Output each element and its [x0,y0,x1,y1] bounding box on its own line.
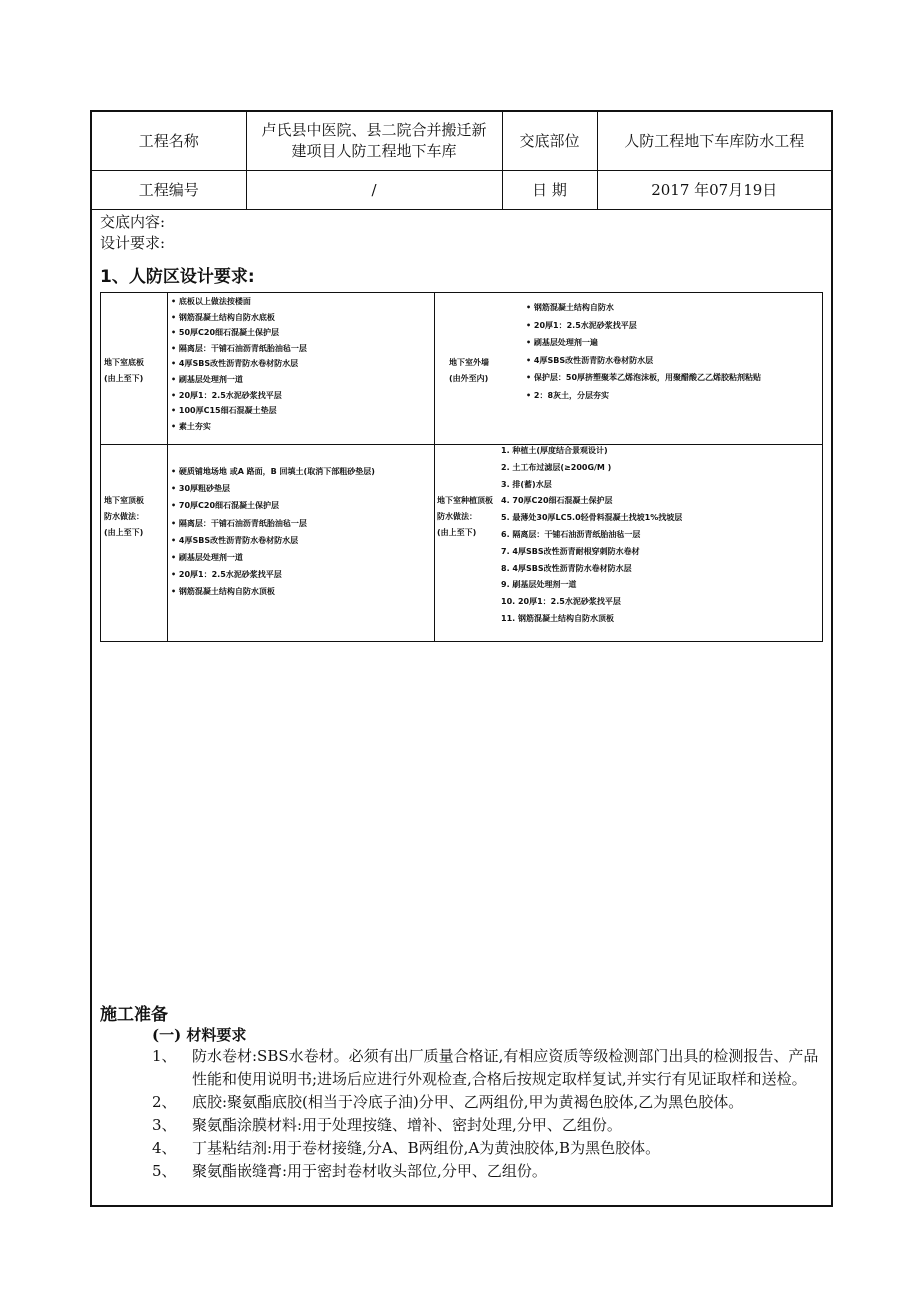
material-item [152,1045,822,1091]
bottom-plate-layers [171,294,307,434]
layer-item: 3. 排(蓄)水层 [501,479,552,489]
handover-part-value: 人防工程地下车库防水工程 [597,112,831,171]
layer-item: 8. 4厚SBS改性沥青防水卷材防水层 [501,563,632,573]
layer-item: • 钢筋混凝土结构自防水底板 [171,310,307,326]
section-2-title: 施工准备 [100,1005,168,1025]
item-text: 聚氨酯嵌缝膏:用于密封卷材收头部位,分甲、乙组份。 [192,1162,547,1180]
item-number: 5、 [152,1162,177,1180]
layer-item: 6. 隔离层：干铺石油沥青纸胎油毡一层 [501,529,641,539]
project-name-value: 卢氏县中医院、县二院合并搬迁新建项目人防工程地下车库 [246,112,502,171]
row-divider [101,444,822,445]
layer-item: • 隔离层：干铺石油沥青纸胎油毡一层 [171,341,307,357]
material-item [152,1091,822,1114]
layer-item: • 100厚C15细石混凝土垫层 [171,403,307,419]
section-1-title: 1、人防区设计要求: [100,267,255,287]
item-text: 底胶:聚氨酯底胶(相当于冷底子油)分甲、乙两组份,甲为黄褐色胶体,乙为黑色胶体。 [192,1093,744,1111]
item-number: 4、 [152,1139,177,1157]
layer-item: • 硬质铺地场地 或A 路面，B 回填土(取消下部粗砂垫层) [171,463,375,480]
layer-item: • 钢筋混凝土结构自防水顶板 [171,583,375,600]
layer-item: • 70厚C20细石混凝土保护层 [171,497,375,514]
header-table [92,112,831,210]
item-number: 2、 [152,1093,177,1111]
layer-item: • 50厚C20细石混凝土保护层 [171,325,307,341]
layer-item: 4. 70厚C20细石混凝土保护层 [501,496,613,506]
top-plate-layers [171,463,375,601]
materials-subtitle: (一) 材料要求 [152,1026,247,1044]
project-name-label: 工程名称 [92,112,246,171]
materials-list [152,1045,822,1183]
column-divider [167,293,168,641]
project-no-value: / [246,171,502,210]
layer-item: • 钢筋混凝土结构自防水 [526,299,761,317]
layer-item: • 刷基层处理剂一遍 [526,334,761,352]
layer-item: • 4厚SBS改性沥青防水卷材防水层 [171,356,307,372]
layer-item: • 20厚1：2.5水泥砂浆找平层 [171,566,375,583]
layer-item: • 底板以上做法按楼面 [171,294,307,310]
layer-item: • 素土夯实 [171,419,307,435]
column-divider [434,293,435,641]
layer-item: • 4厚SBS改性沥青防水卷材防水层 [171,532,375,549]
layer-item: • 刷基层处理剂一道 [171,549,375,566]
layer-item: • 隔离层：干铺石油沥青纸胎油毡一层 [171,515,375,532]
item-number: 3、 [152,1116,177,1134]
top-plate-label: 地下室顶板 防水做法： (由上至下) [104,496,144,537]
layers-table [100,292,823,642]
layer-item: 11. 钢筋混凝土结构自防水顶板 [501,613,614,623]
design-label: 设计要求: [100,234,166,252]
layer-item: • 2：8灰土，分层夯实 [526,387,761,405]
layer-item: 10. 20厚1：2.5水泥砂浆找平层 [501,597,621,607]
item-text: 聚氨酯涂膜材料:用于处理按缝、增补、密封处理,分甲、乙组份。 [192,1116,622,1134]
layer-item: • 20厚1：2.5水泥砂浆找平层 [171,388,307,404]
layer-item: 9. 刷基层处理剂一道 [501,580,577,590]
item-number: 1、 [152,1047,177,1065]
item-text: 防水卷材:SBS水卷材。必须有出厂质量合格证,有相应资质等级检测部门出具的检测报告、产品性能和使用说明书;进场后应进行外观检查,合格后按规定取样复试,并实行有见证取样和送检。 [192,1047,819,1088]
layer-item: 1. 种植土(厚度结合景观设计) [501,446,608,455]
material-item [152,1137,822,1160]
project-no-label: 工程编号 [92,171,246,210]
outer-wall-layers [526,299,761,404]
planted-roof-label: 地下室种植顶板 防水做法： (由上至下) [437,496,493,537]
content-label: 交底内容: [100,213,166,231]
planted-roof-layers [501,443,682,628]
layer-item: • 20厚1：2.5水泥砂浆找平层 [526,317,761,335]
date-value: 2017 年07月19日 [597,171,831,210]
layer-item: 7. 4厚SBS改性沥青耐根穿刺防水卷材 [501,546,640,556]
material-item [152,1114,822,1137]
document-frame [90,110,833,1207]
layer-item: • 4厚SBS改性沥青防水卷材防水层 [526,352,761,370]
bottom-plate-label: 地下室底板 (由上至下) [104,358,144,383]
item-text: 丁基粘结剂:用于卷材接缝,分A、B两组份,A为黄浊胶体,B为黑色胶体。 [192,1139,661,1157]
outer-wall-label: 地下室外墙 (由外至内) [449,358,489,383]
layer-item: • 30厚粗砂垫层 [171,480,375,497]
handover-part-label: 交底部位 [502,112,597,171]
layer-item: 2. 土工布过滤层(≥200G/M ) [501,462,612,472]
layer-item: • 保护层：50厚挤塑聚苯乙烯泡沫板，用聚醋酸乙乙烯胶粘剂粘贴 [526,369,761,387]
layer-item: • 刷基层处理剂一道 [171,372,307,388]
material-item [152,1160,822,1183]
date-label: 日 期 [502,171,597,210]
layer-item: 5. 最薄处30厚LC5.0轻骨料混凝土找坡1%找坡层 [501,513,683,523]
